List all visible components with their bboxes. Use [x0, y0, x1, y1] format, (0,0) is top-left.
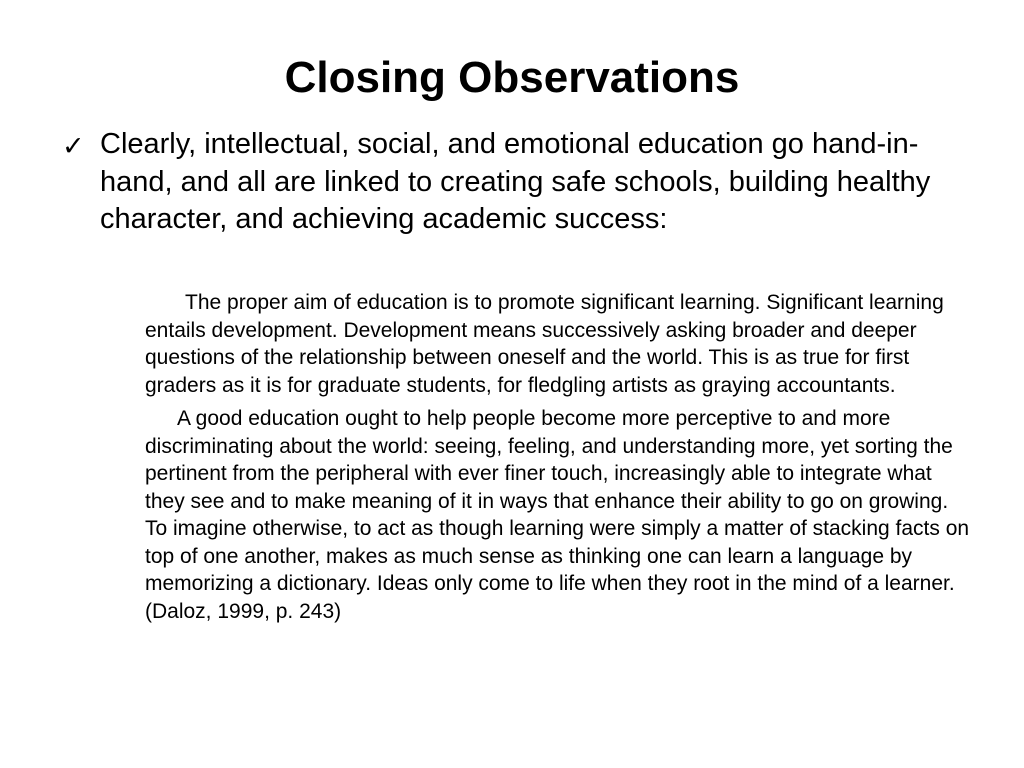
block-quote	[145, 289, 975, 625]
quote-paragraph: The proper aim of education is to promote significant learning. Significant learning entails development. Development means successively asking broader and deeper questions of the relationship between oneself and the world. This is as true for first graders as it is for graduate students, for fledgling artists as graying accountants.	[145, 291, 944, 397]
checkmark-icon: ✓	[62, 131, 85, 161]
bullet-item	[62, 126, 962, 239]
quote-paragraph: A good education ought to help people become more perceptive to and more discriminating about the world: seeing, feeling, and understanding more, yet sorting the pertinent from the peripheral with ever finer touch, increasingly able to integrate what they see and to make meaning of it in ways that enhance their ability to go on growing. To imagine otherwise, to act as though learning were simply a matter of stacking facts on top of one another, makes as much sense as thinking one can learn a language by memorizing a dictionary. Ideas only come to life when they root in the mind of a learner. (Daloz, 1999, p. 243)	[145, 407, 970, 623]
bullet-text: Clearly, intellectual, social, and emotional education go hand-in-hand, and all are linked to creating safe schools, building healthy character, and achieving academic success:	[100, 128, 931, 235]
slide-title: Closing Observations	[284, 53, 740, 102]
